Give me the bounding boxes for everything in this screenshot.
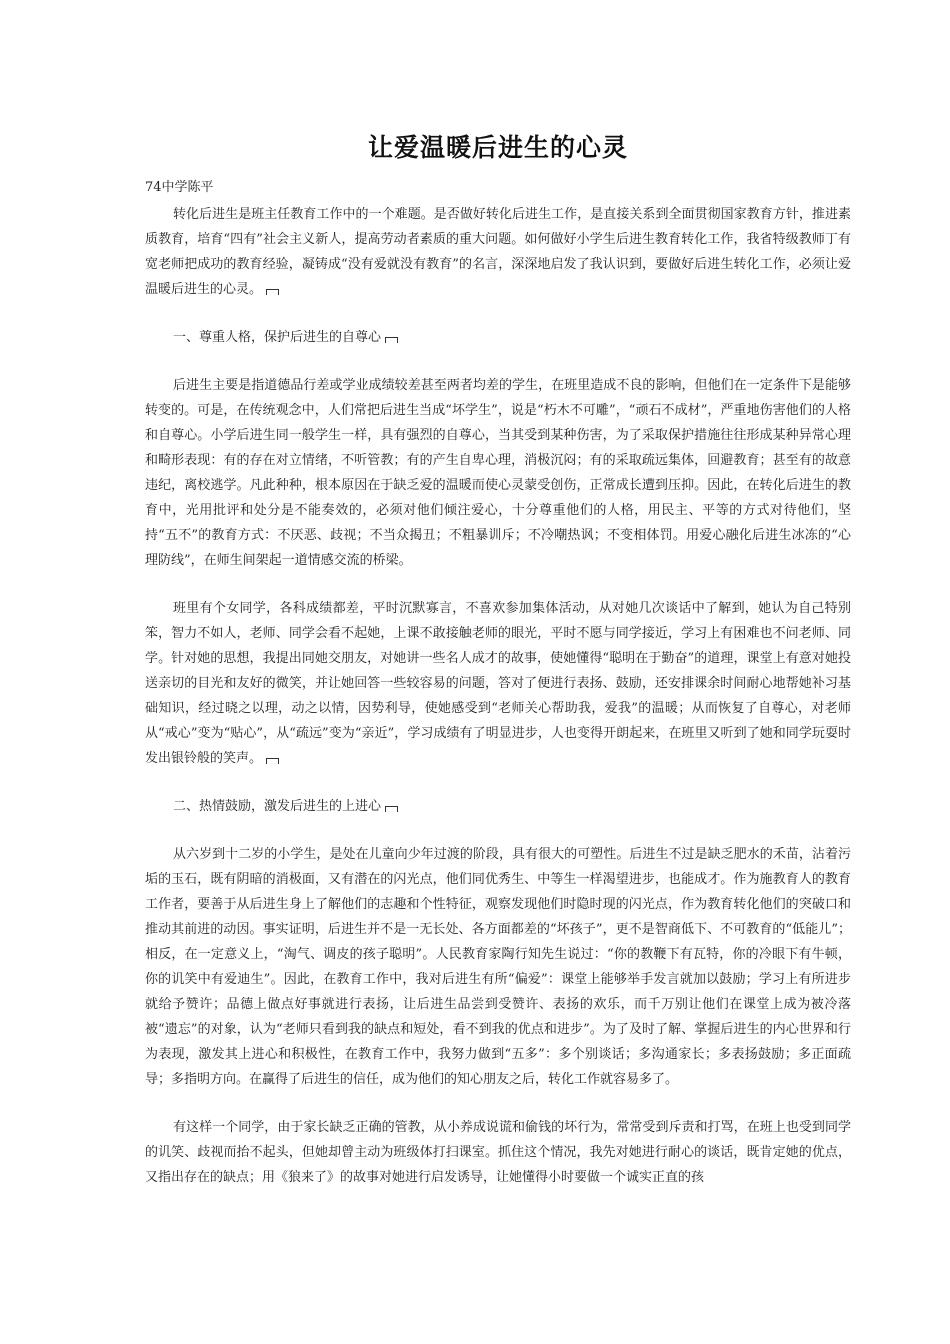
document-author: 74中学陈平: [145, 180, 214, 195]
paragraph-section1-body: 后进生主要是指道德品行差或学业成绩较差甚至两者均差的学生，在班里造成不良的影响，但他们在一定条件下是能够转变的。可是，在传统观念中，人们常把后进生当成“坏学生”，说是“朽木不可雕”，“顽石不成材”，严重地伤害他们的人格和自尊心。小学后进生同一般学生一样，具有强烈的自尊心，当其受到某种伤害，为了采取保护措施往往形成某种异常心理和畸形表现：有的存在对立情绪，不听管教；有的产生自卑心理，消极沉闷；有的采取疏远集体，回避教育；甚至有的故意违纪，离校逃学。凡此种种，根本原因在于缺乏爱的温暖而使心灵蒙受创伤，正常成长遭到压抑。因此，在转化后进生的教育中，光用批评和处分是不能奏效的，必须对他们倾注爱心，十分尊重他们的人格，用民主、平等的方式对待他们，坚持“五不”的教育方式：不厌恶、歧视；不当众揭丑；不粗暴训斥；不冷嘲热讽；不变相体罚。用爱心融化后进生冰冻的“心理防线”，在师生间架起一道情感交流的桥梁。: [145, 378, 851, 568]
paragraph-intro: 转化后进生是班主任教育工作中的一个难题。是否做好转化后进生工作，是直接关系到全面贯彻国家教育方针，推进素质教育，培育“四有”社会主义新人，提高劳动者素质的重大问题。如何做好小学生后进生教育转化工作，我省特级教师丁有宽老师把成功的教育经验，凝铸成“没有爱就没有教育”的名言，深深地启发了我认识到，要做好后进生转化工作，必须让爱温暖后进生的心灵。: [145, 207, 851, 297]
paragraph-section2-body: 从六岁到十二岁的小学生，是处在儿童向少年过渡的阶段，具有很大的可塑性。后进生不过是缺乏肥水的禾苗，沾着污垢的玉石，既有阴暗的消极面，又有潜在的闪光点，他们同优秀生、中等生一样渴望进步，也能成才。作为施教育人的教育工作者，要善于从后进生身上了解他们的志趣和个性特征，观察发现他们时隐时现的闪光点，作为教育转化他们的突破口和推动其前进的动因。事实证明，后进生并不是一无长处、各方面都差的“坏孩子”，更不是智商低下、不可教育的“低能儿”；相反，在一定意义上，“淘气、调皮的孩子聪明”。人民教育家陶行知先生说过：“你的教鞭下有瓦特，你的冷眼下有牛顿，你的讥笑中有爱迪生”。因此，在教育工作中，我对后进生有所“偏爱”：课堂上能够举手发言就加以鼓励；学习上有所进步就给予赞许；品德上做点好事就进行表扬，让后进生品尝到受赞许、表扬的欢乐，而千万别让他们在课堂上成为被冷落被“遗忘”的对象，认为“老师只看到我的缺点和短处，看不到我的优点和进步”。为了及时了解、掌握后进生的内心世界和行为表现，激发其上进心和积极性，在教育工作中，我努力做到“五多”：多个别谈话；多沟通家长；多表扬鼓励；多正面疏导；多指明方向。在赢得了后进生的信任，成为他们的知心朋友之后，转化工作就容易多了。: [145, 847, 851, 1087]
section-heading-2: 二、热情鼓励，激发后进生的上进心: [145, 794, 851, 819]
section-heading-1: 一、尊重人格，保护后进生的自尊心: [145, 325, 851, 350]
paragraph-mark-icon: [266, 289, 279, 295]
document-body: [145, 202, 851, 1190]
paragraph-mark-icon: [385, 806, 398, 812]
paragraph-section1-example: 班里有个女同学，各科成绩都差，平时沉默寡言，不喜欢参加集体活动，从对她几次谈话中了解到，她认为自己特别笨，智力不如人，老师、同学会看不起她，上课不敢接触老师的眼光，平时不愿与同学接近，学习上有困难也不问老师、同学。针对她的思想，我提出同她交朋友，对她讲一些名人成才的故事，使她懂得“聪明在于勤奋”的道理，课堂上有意对她投送亲切的目光和友好的微笑，并让她回答一些较容易的问题，答对了便进行表扬、鼓励，还安排课余时间耐心地帮她补习基础知识，经过晓之以理，动之以情，因势利导，使她感受到“老师关心帮助我，爱我”的温暖；从而恢复了自尊心，对老师从“戒心”变为“贴心”，从“疏远”变为“亲近”，学习成绩有了明显进步，人也变得开朗起来，在班里又听到了她和同学玩耍时发出银铃般的笑声。: [145, 601, 851, 766]
paragraph-mark-icon: [266, 758, 279, 764]
paragraph-mark-icon: [385, 337, 398, 343]
document-title: 让爱温暖后进生的心灵: [367, 133, 628, 162]
paragraph-section2-example: 有这样一个同学，由于家长缺乏正确的管教，从小养成说谎和偷钱的坏行为，常常受到斥责和打骂，在班上也受到同学的讥笑、歧视而抬不起头，但她却曾主动为班级体打扫课室。抓住这个情况，我先对她进行耐心的谈话，既肯定她的优点，又指出存在的缺点；用《狼来了》的故事对她进行启发诱导，让她懂得小时要做一个诚实正直的孩: [145, 1120, 851, 1185]
